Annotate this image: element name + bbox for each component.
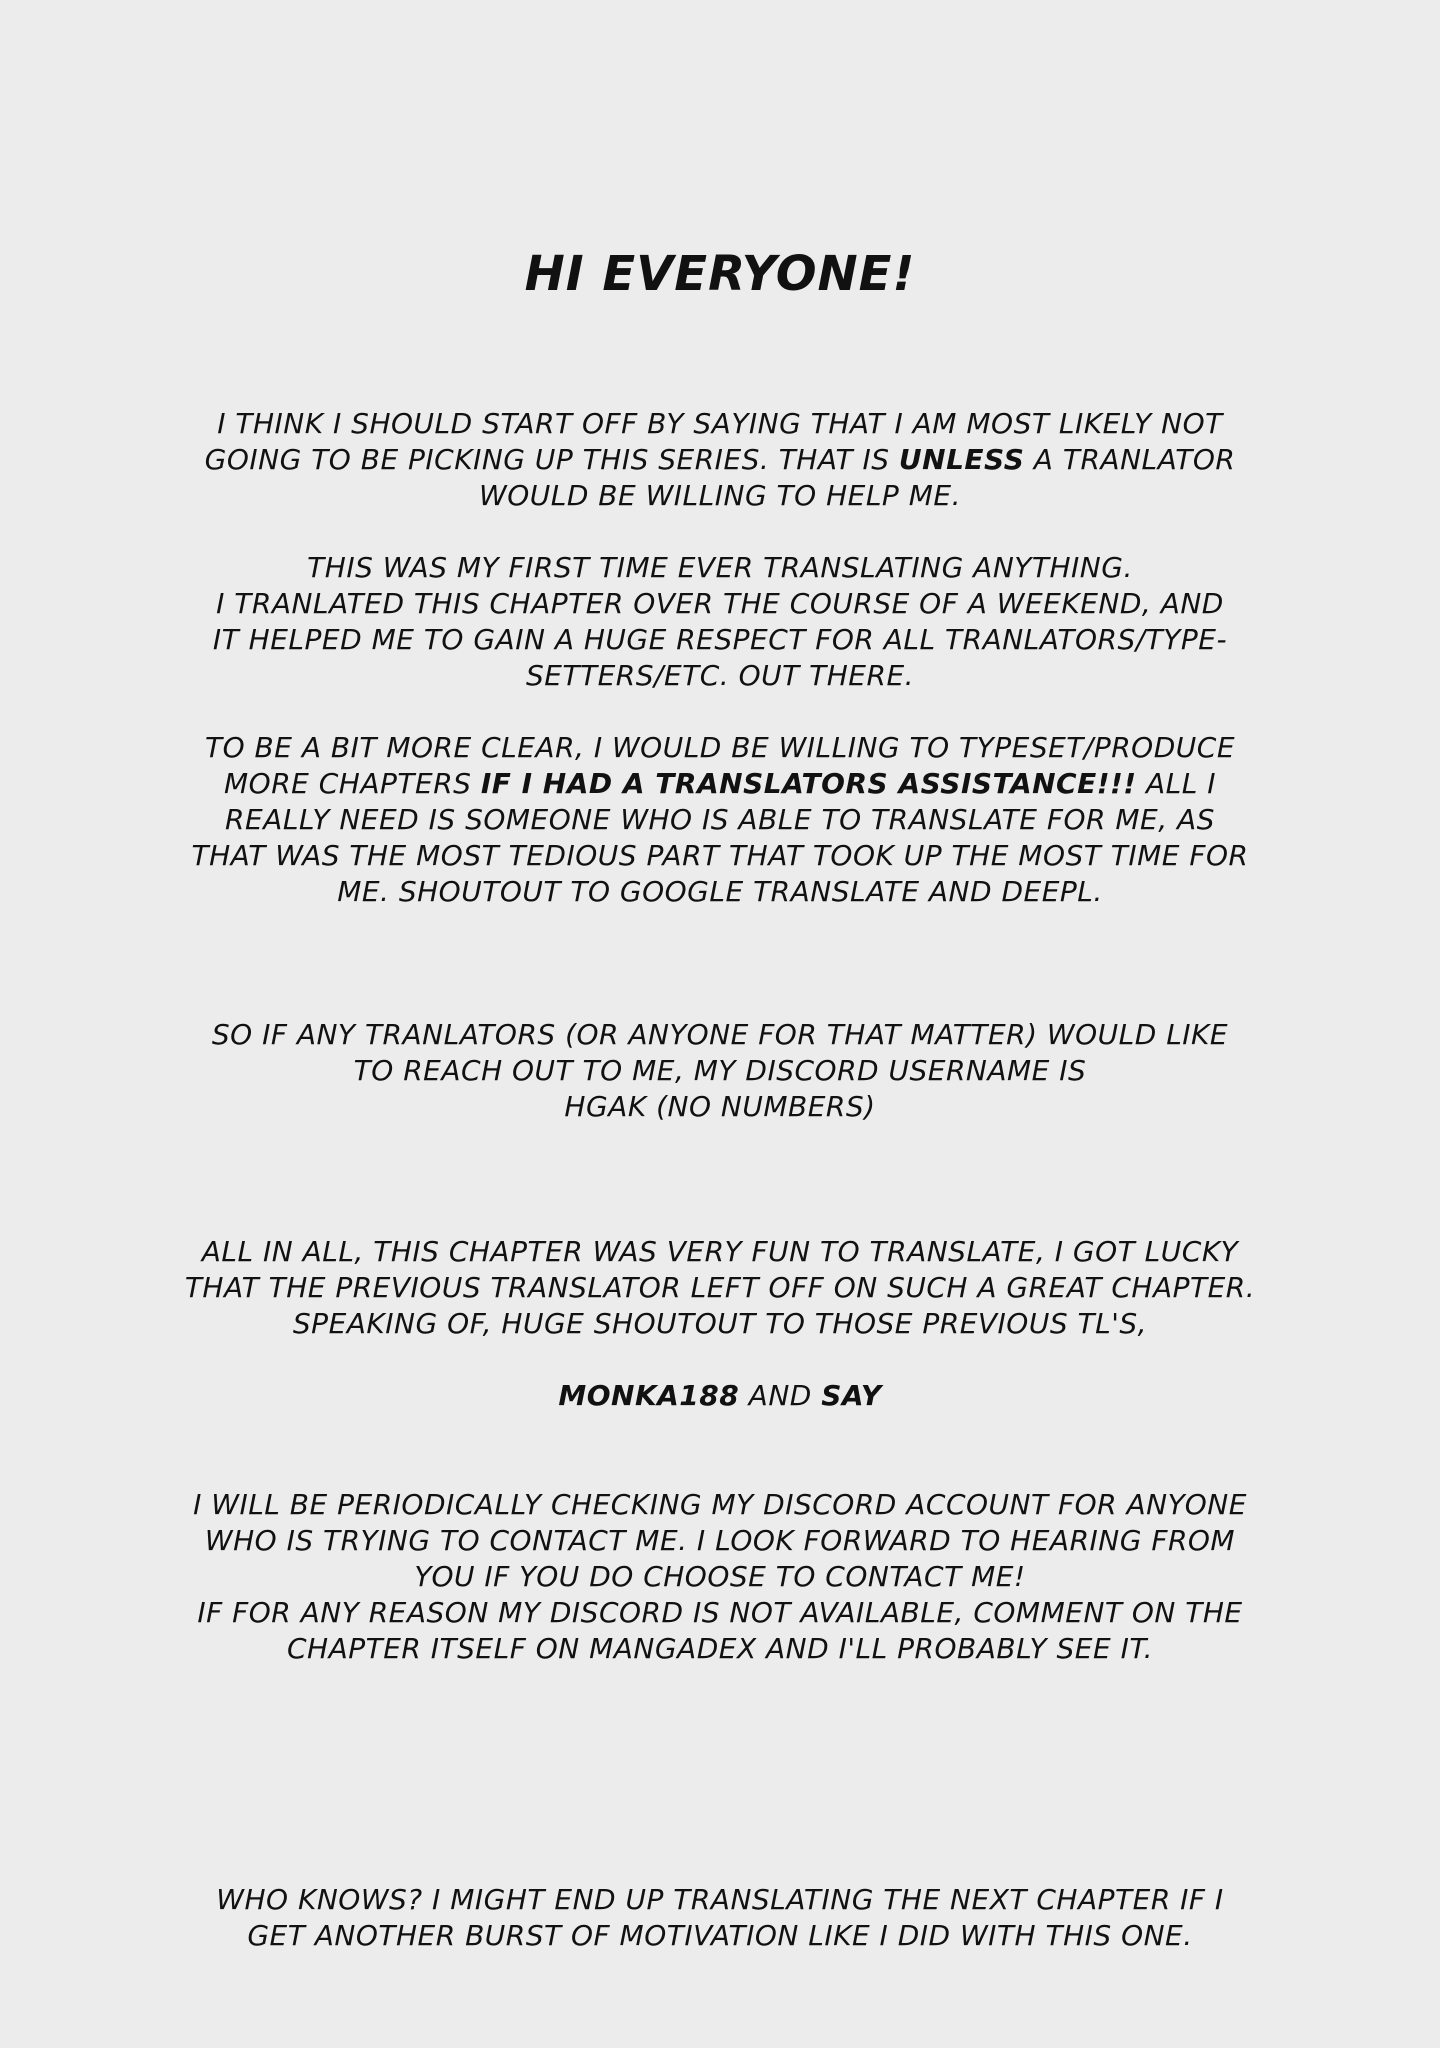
text-line: REALLY NEED IS SOMEONE WHO IS ABLE TO TRANSLATE FOR ME, AS xyxy=(225,803,1215,836)
page-title: HI EVERYONE! xyxy=(524,246,916,302)
text-line: IF FOR ANY REASON MY DISCORD IS NOT AVAILABLE, COMMENT ON THE xyxy=(197,1596,1243,1629)
text-line: I THINK I SHOULD START OFF BY SAYING THAT I AM MOST LIKELY NOT xyxy=(217,407,1223,440)
text-line: THIS WAS MY FIRST TIME EVER TRANSLATING ANYTHING. xyxy=(307,551,1133,584)
text-line: ME. SHOUTOUT TO GOOGLE TRANSLATE AND DEEPL. xyxy=(337,875,1103,908)
text-line: WHO KNOWS? I MIGHT END UP TRANSLATING THE NEXT CHAPTER IF I xyxy=(216,1883,1224,1916)
credit-name: SAY xyxy=(821,1379,882,1412)
paragraph-contact xyxy=(120,1017,1320,1125)
text-line: SO IF ANY TRANLATORS (OR ANYONE FOR THAT MATTER) WOULD LIKE xyxy=(211,1018,1229,1051)
paragraph-clarification xyxy=(120,730,1320,910)
text-line: YOU IF YOU DO CHOOSE TO CONTACT ME! xyxy=(414,1560,1026,1593)
text-line: ALL IN ALL, THIS CHAPTER WAS VERY FUN TO TRANSLATE, I GOT LUCKY xyxy=(201,1235,1239,1268)
text-line: TO BE A BIT MORE CLEAR, I WOULD BE WILLING TO TYPESET/PRODUCE xyxy=(204,731,1236,764)
text-line: GET ANOTHER BURST OF MOTIVATION LIKE I DID WITH THIS ONE. xyxy=(247,1919,1193,1952)
text-line: I TRANLATED THIS CHAPTER OVER THE COURSE OF A WEEKEND, AND xyxy=(216,587,1224,620)
emphasis-text: IF I HAD A TRANSLATORS ASSISTANCE!!! xyxy=(480,767,1137,800)
text-run: A TRANLATOR xyxy=(1024,443,1236,476)
emphasis-text: UNLESS xyxy=(898,443,1025,476)
text-run: MORE CHAPTERS xyxy=(224,767,481,800)
text-line: THAT WAS THE MOST TEDIOUS PART THAT TOOK UP THE MOST TIME FOR xyxy=(191,839,1249,872)
text-run: ALL I xyxy=(1136,767,1216,800)
text-line: I WILL BE PERIODICALLY CHECKING MY DISCORD ACCOUNT FOR ANYONE xyxy=(193,1488,1247,1521)
text-line: IT HELPED ME TO GAIN A HUGE RESPECT FOR ALL TRANLATORS/TYPE- xyxy=(212,623,1228,656)
text-run: AND xyxy=(739,1379,822,1412)
text-line: WHO IS TRYING TO CONTACT ME. I LOOK FORWARD TO HEARING FROM xyxy=(204,1524,1236,1557)
paragraph-intro xyxy=(120,406,1320,514)
text-line: TO REACH OUT TO ME, MY DISCORD USERNAME IS xyxy=(353,1054,1087,1087)
discord-username: HGAK (NO NUMBERS) xyxy=(564,1090,876,1123)
paragraph-first-time xyxy=(120,550,1320,694)
credits-line xyxy=(120,1378,1320,1414)
text-line: WOULD BE WILLING TO HELP ME. xyxy=(479,479,961,512)
paragraph-thanks xyxy=(120,1234,1320,1342)
text-line: THAT THE PREVIOUS TRANSLATOR LEFT OFF ON SUCH A GREAT CHAPTER. xyxy=(184,1271,1256,1304)
text-run: GOING TO BE PICKING UP THIS SERIES. THAT IS xyxy=(204,443,899,476)
paragraph-credits xyxy=(120,1378,1320,1414)
text-line xyxy=(120,766,1320,802)
paragraph-closing xyxy=(120,1882,1320,1954)
paragraph-checking xyxy=(120,1487,1320,1667)
credit-name: MONKA188 xyxy=(558,1379,740,1412)
text-line xyxy=(120,442,1320,478)
text-line: SETTERS/ETC. OUT THERE. xyxy=(525,659,915,692)
text-line: CHAPTER ITSELF ON MANGADEX AND I'LL PROBABLY SEE IT. xyxy=(286,1632,1154,1665)
text-line: SPEAKING OF, HUGE SHOUTOUT TO THOSE PREVIOUS TL'S, xyxy=(292,1307,1148,1340)
